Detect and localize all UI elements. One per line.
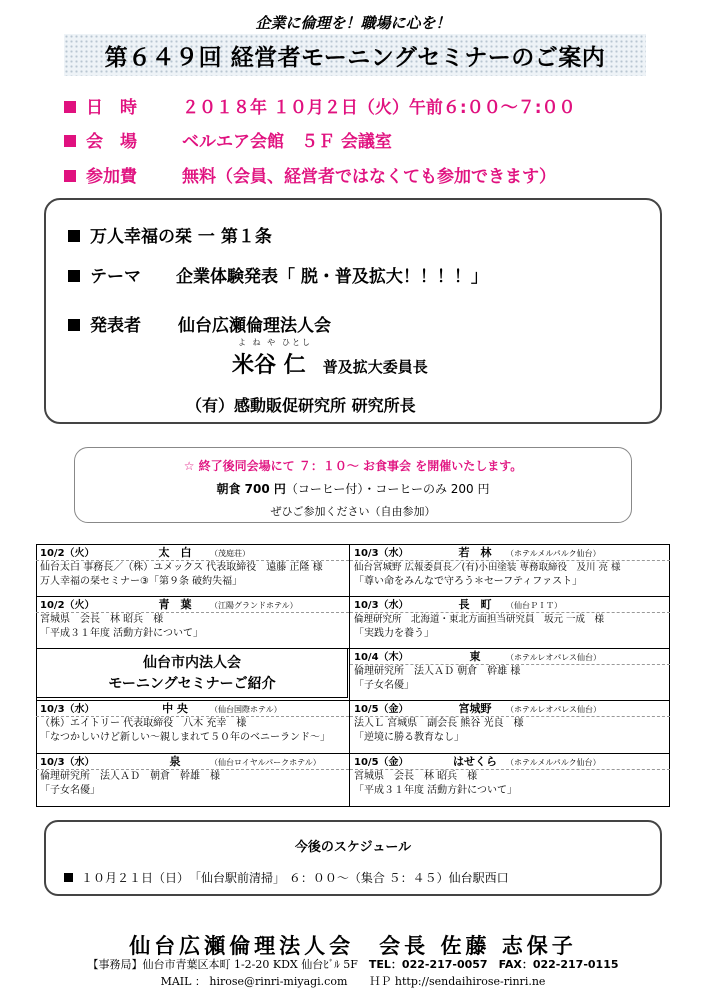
homepage-link[interactable]: ＨＰ http://sendaihirose-rinri.ne <box>369 975 546 988</box>
article-text: 万人幸福の栞 一 第１条 <box>90 227 272 247</box>
intro-title-line1: 仙台市内法人会 <box>143 655 241 671</box>
grid-divider <box>349 544 350 807</box>
grid-line <box>36 700 349 701</box>
organization-name: 仙台広瀬倫理法人会 会長 佐藤 志保子 <box>129 934 577 958</box>
entry-venue: （仙台国際ホテル） <box>210 705 282 714</box>
bullet-square-icon <box>64 170 76 182</box>
entry-date: 10/5（金） <box>354 757 409 768</box>
seminar-entry <box>354 546 621 589</box>
entry-topic: 「逆境に勝る教育なし」 <box>354 732 464 743</box>
tagline: 企業に倫理を！職場に心を！ <box>255 14 451 32</box>
entry-date: 10/3（水） <box>354 548 409 559</box>
entry-place: 宮城野 <box>458 702 492 715</box>
fee-value: 無料（会員、経営者ではなくても参加できます） <box>182 167 556 187</box>
venue-value: ベルエア会館 ５Ｆ 会議室 <box>182 132 392 152</box>
breakfast-box <box>74 447 632 523</box>
entry-speaker: 倫理研究所 北海道・東北方面担当研究員 坂元 一成 様 <box>354 614 605 625</box>
seminar-entry <box>354 702 601 745</box>
title-banner <box>64 34 646 76</box>
intro-title-line2: モーニングセミナーご紹介 <box>108 676 276 692</box>
entry-place: 若 林 <box>458 546 492 559</box>
entry-speaker: （株）エイトリー 代表取締役 八木 充幸 様 <box>40 718 247 729</box>
entry-place: 長 町 <box>458 598 492 611</box>
entry-topic: 「尊い命をみんなで守ろう＊セーフティファスト」 <box>354 576 583 587</box>
speaker-org: 仙台広瀬倫理法人会 <box>178 316 331 336</box>
grid-line <box>349 753 670 754</box>
breakfast-invite: ぜひご参加ください（自由参加） <box>270 505 436 518</box>
entry-venue: （ホテルレオパレス仙台） <box>506 705 601 714</box>
grid-line <box>349 648 670 649</box>
footer-web <box>0 973 706 989</box>
info-venue <box>64 127 392 152</box>
info-fee <box>64 162 556 187</box>
schedule-box <box>44 820 662 896</box>
bullet-square-icon <box>64 135 76 147</box>
office-address: 【事務局】仙台市青葉区本町 1-2-20 KDX 仙台ﾋﾞﾙ 5F <box>87 958 358 971</box>
phone-fax: TEL：022-217-0057 FAX：022-217-0115 <box>368 958 619 971</box>
entry-date: 10/5（金） <box>354 704 409 715</box>
entry-date: 10/3（水） <box>40 757 95 768</box>
entry-topic: 「平成３１年度 活動方針について」 <box>354 785 517 796</box>
speaker-ruby-given: ひとし <box>282 338 312 347</box>
article-row <box>68 222 272 247</box>
grid-line <box>36 753 349 754</box>
entry-venue: （仙台ＰＩＴ） <box>506 601 562 610</box>
entry-speaker: 倫理研究所 法人ＡＤ 朝倉 幹雄 様 <box>40 771 220 782</box>
footer-contact <box>0 956 706 972</box>
breakfast-price-main: 朝食 700 円 <box>216 482 286 496</box>
seminar-entry <box>354 755 601 798</box>
entry-topic: 「実践力を養う」 <box>354 628 434 639</box>
bullet-square-icon <box>68 270 80 282</box>
seminar-entry <box>354 598 604 641</box>
entry-place: 太 白 <box>158 546 192 559</box>
page-title: 第６４９回 経営者モーニングセミナーのご案内 <box>104 44 606 71</box>
entry-date: 10/2（火） <box>40 600 95 611</box>
entry-topic: 「子女名優」 <box>354 680 414 691</box>
bullet-square-icon <box>64 873 73 882</box>
speaker-company: （有）感動販促研究所 研究所長 <box>186 396 416 415</box>
datetime-value: ２０１８年 １０月２日（火）午前６:００～７:００ <box>182 98 576 118</box>
info-datetime <box>64 93 576 118</box>
entry-date: 10/3（水） <box>40 704 95 715</box>
grid-line <box>36 596 349 597</box>
entry-venue: （ホテルメルパルク仙台） <box>506 549 601 558</box>
seminar-entry <box>40 755 321 798</box>
entry-place: 中 央 <box>162 702 188 715</box>
theme-value: 企業体験発表「 脱・普及拡大！！！！」 <box>176 267 488 287</box>
speaker-row <box>68 311 331 336</box>
seminar-entry <box>354 650 601 693</box>
entry-date: 10/2（火） <box>40 548 95 559</box>
entry-topic: 「なつかしいけど新しい～親しまれて５０年のベニーランド～」 <box>40 732 330 743</box>
schedule-item-text: １０月２１日（日） 「仙台駅前清掃」 ６：００～（集合 ５：４５）仙台駅西口 <box>81 871 509 885</box>
entry-speaker: 仙台太白 事務長／（株）ユメックス 代表取締役 遠藤 正隆 様 <box>40 562 323 573</box>
entry-date: 10/3（水） <box>354 600 409 611</box>
entry-venue: （江陽グランドホテル） <box>210 601 298 610</box>
entry-place: 東 <box>469 650 481 663</box>
entry-venue: （茂庭荘） <box>210 549 250 558</box>
grid-line <box>349 700 670 701</box>
bullet-square-icon <box>64 101 76 113</box>
entry-venue: （ホテルレオパレス仙台） <box>506 653 601 662</box>
entry-place: 青 葉 <box>158 598 192 611</box>
entry-topic: 「子女名優」 <box>40 785 100 796</box>
breakfast-notice: ☆ 終了後同会場にて ７：１０～ お食事会 を開催いたします。 <box>183 459 523 473</box>
speaker-label: 発表者 <box>90 316 141 336</box>
speaker-role: 普及拡大委員長 <box>322 358 428 376</box>
entry-speaker: 宮城県 会長 林 昭兵 様 <box>354 771 478 782</box>
seminar-intro-heading <box>36 648 348 698</box>
theme-row <box>68 262 488 287</box>
datetime-label: 日 時 <box>86 98 137 118</box>
speaker-ruby-family: よ ね や <box>238 338 278 347</box>
grid-line <box>349 596 670 597</box>
entry-topic: 「平成３１年度 活動方針について」 <box>40 628 203 639</box>
bullet-square-icon <box>68 319 80 331</box>
seminar-detail-box <box>44 198 662 424</box>
seminar-entry <box>40 702 330 745</box>
entry-speaker: 宮城県 会長 林 昭兵 様 <box>40 614 164 625</box>
entry-venue: （ホテルメルパルク仙台） <box>506 758 601 767</box>
venue-label: 会 場 <box>86 132 137 152</box>
speaker-name: 米谷 仁 <box>232 353 306 378</box>
schedule-item <box>64 869 660 886</box>
entry-speaker: 仙台宮城野 広報委員長／(有)小田塗装 専務取締役 及川 亮 様 <box>354 562 621 573</box>
entry-date: 10/4（木） <box>354 652 409 663</box>
email-link[interactable]: MAIL ： hirose@rinri-miyagi.com <box>160 975 348 988</box>
entry-venue: （仙台ロイヤルパークホテル） <box>210 758 321 767</box>
entry-topic: 万人幸福の栞セミナー③「第９条 破約失福」 <box>40 576 243 587</box>
seminar-entry <box>40 546 323 589</box>
fee-label: 参加費 <box>86 167 137 187</box>
entry-speaker: 倫理研究所 法人ＡＤ 朝倉 幹雄 様 <box>354 666 521 677</box>
schedule-title: 今後のスケジュール <box>294 840 412 855</box>
theme-label: テーマ <box>90 267 141 287</box>
entry-place: はせくら <box>453 755 497 768</box>
entry-place: 泉 <box>169 755 181 768</box>
bullet-square-icon <box>68 230 80 242</box>
breakfast-price <box>75 480 631 497</box>
seminar-entry <box>40 598 298 641</box>
speaker-name-row <box>232 348 428 379</box>
breakfast-price-rest: （コーヒー付）・コーヒーのみ 200 円 <box>285 482 490 496</box>
entry-speaker: 法人Ｌ 宮城県 副会長 熊谷 光良 様 <box>354 718 524 729</box>
